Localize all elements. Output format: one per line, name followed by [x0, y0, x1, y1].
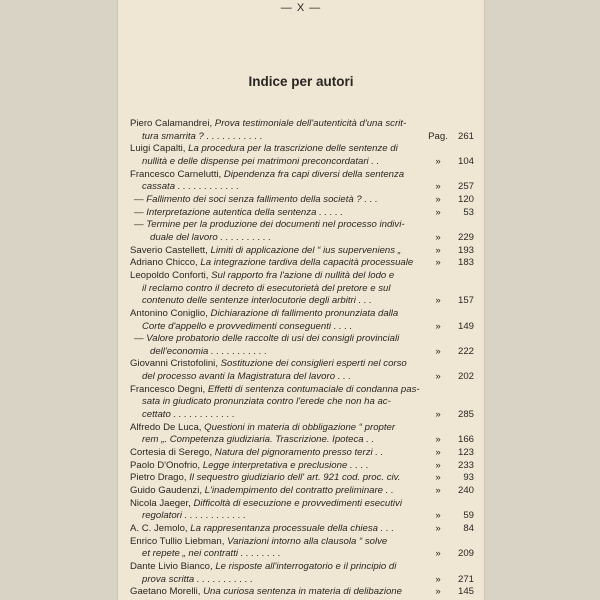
entry-title-line: Variazioni intorno alla clausola “ solve — [227, 535, 388, 547]
index-entries — [130, 118, 474, 599]
entry-title-line: del processo avanti la Magistratura del lavoro . . . — [142, 371, 352, 383]
entry-page-number: 240 — [457, 485, 474, 497]
index-entry — [130, 169, 474, 194]
index-entry — [130, 472, 474, 485]
entry-text — [130, 245, 428, 258]
entry-text — [130, 308, 428, 333]
index-entry — [130, 422, 474, 447]
entry-title-line: Sul rapporto fra l'azione di nullità del lodo e — [211, 269, 395, 281]
entry-title-line: il reclamo contro il decreto di esecutorietà del pretore e sul — [142, 282, 391, 294]
entry-title-line: Corte d'appello e provvedimenti conseguenti . . . . — [142, 320, 353, 332]
entry-title-line: regolatori . . . . . . . . . . . . — [142, 510, 246, 522]
entry-text — [130, 270, 428, 308]
entry-text — [130, 384, 428, 422]
index-entry — [130, 447, 474, 460]
entry-page-number: 257 — [457, 181, 474, 193]
entry-title-line: Fallimento dei soci senza fallimento della società ? . . . — [146, 193, 378, 205]
entry-title-line: Le risposte all'interrogatorio e il principio di — [215, 560, 397, 572]
entry-author: Francesco Degni, — [130, 383, 206, 395]
entry-page-number: 59 — [463, 510, 474, 522]
entry-page-marker: » — [435, 155, 441, 167]
entry-page-number: 222 — [457, 345, 474, 357]
entry-title-line: Dichiarazione di fallimento pronunziata dalla — [210, 307, 399, 319]
entry-page-marker: » — [435, 244, 441, 256]
entry-title-line: Il sequestro giudiziario dell' art. 921 cod. proc. civ. — [189, 472, 401, 484]
entry-text — [130, 257, 428, 270]
entry-title-line: Interpretazione autentica della sentenza . . . . . — [146, 206, 344, 218]
entry-page-number: 157 — [457, 295, 474, 307]
page-number: — X — — [280, 2, 322, 14]
entry-page-marker: » — [435, 485, 441, 497]
entry-page-marker: » — [435, 472, 441, 484]
entry-page-number: 149 — [457, 320, 474, 332]
index-entry — [130, 143, 474, 168]
entry-page-marker: » — [435, 231, 441, 243]
entry-page-number: 285 — [457, 409, 474, 421]
entry-page-number: 183 — [457, 257, 474, 269]
index-entry — [130, 245, 474, 258]
entry-page-marker: » — [435, 523, 441, 534]
entry-author: Paolo D'Onofrio, — [130, 459, 201, 471]
index-entry — [130, 485, 474, 498]
entry-page-marker: » — [435, 257, 441, 269]
entry-page-marker: » — [435, 193, 441, 205]
page-title: Indice per autori — [248, 74, 354, 89]
entry-text — [130, 472, 428, 485]
entry-author: Antonino Coniglio, — [130, 307, 208, 319]
entry-page-number: 271 — [457, 573, 474, 585]
entry-title-line: La rappresentanza processuale della chiesa . . . — [190, 523, 394, 534]
entry-page-number: 123 — [457, 447, 474, 459]
index-entry — [130, 207, 474, 220]
entry-author: Gaetano Morelli, — [130, 586, 201, 598]
entry-author: Giovanni Cristofolini, — [130, 358, 218, 370]
entry-text — [130, 523, 428, 536]
entry-title-line: contenuto delle sentenze interlocutorie degli arbitri . . . — [142, 295, 372, 307]
entry-text — [130, 561, 428, 586]
entry-title-line: dell'economia . . . . . . . . . . . — [150, 345, 268, 357]
entry-text — [130, 422, 428, 447]
index-entry — [130, 358, 474, 383]
entry-text — [130, 118, 428, 143]
entry-author: Nicola Jaeger, — [130, 497, 191, 509]
entry-page-marker: » — [435, 548, 441, 560]
entry-text — [130, 207, 428, 220]
entry-page-number: 120 — [457, 193, 474, 205]
entry-page-marker: » — [435, 434, 441, 446]
entry-text — [130, 485, 428, 498]
entry-text — [130, 219, 428, 244]
entry-text — [130, 143, 428, 168]
entry-author: Pietro Drago, — [130, 472, 187, 484]
entry-page-number: 145 — [457, 586, 474, 598]
index-entry — [130, 460, 474, 473]
entry-page-number: 229 — [457, 231, 474, 243]
index-entry — [130, 194, 474, 207]
entry-title-line: L'inadempimento del contratto preliminare . . — [204, 485, 394, 497]
entry-author: — — [134, 333, 144, 345]
entry-title-line: rem „. Competenza giudiziaria. Trascrizione. Ipoteca . . — [142, 434, 375, 446]
entry-page-marker: » — [435, 181, 441, 193]
index-entry — [130, 561, 474, 586]
entry-author: Piero Calamandrei, — [130, 118, 213, 129]
index-entry — [130, 333, 474, 358]
entry-title-line: Prova testimoniale dell'autenticità d'una scrit- — [214, 118, 407, 129]
entry-text — [130, 169, 428, 194]
entry-title-line: Una curiosa sentenza in materia di delibazione — [203, 586, 402, 598]
entry-author: Dante Livio Bianco, — [130, 560, 213, 572]
entry-page-number: 53 — [463, 206, 474, 218]
entry-title-line: sata in giudicato pronunziata contro l'erede che non ha ac- — [142, 396, 391, 408]
entry-author: — — [134, 219, 144, 231]
entry-text — [130, 447, 428, 460]
entry-page-marker: » — [435, 371, 441, 383]
entry-page-marker: » — [435, 459, 441, 471]
entry-page-marker: » — [435, 320, 441, 332]
entry-page-number: 261 — [457, 130, 474, 142]
entry-title-line: La integrazione tardiva della capacità processuale — [200, 257, 414, 269]
entry-author: A. C. Jemolo, — [130, 523, 188, 534]
entry-title-line: prova scritta . . . . . . . . . . . — [142, 573, 253, 585]
entry-title-line: et repete „ nei contratti . . . . . . . . — [142, 548, 281, 560]
entry-page-marker: » — [435, 345, 441, 357]
entry-page-number: 193 — [457, 244, 474, 256]
index-entry — [130, 270, 474, 308]
entry-text — [130, 333, 428, 358]
entry-page-marker: » — [435, 447, 441, 459]
entry-page-number: 166 — [457, 434, 474, 446]
entry-page-number: 93 — [463, 472, 474, 484]
entry-text — [130, 536, 428, 561]
entry-page-marker: » — [435, 295, 441, 307]
entry-author: Adriano Chicco, — [130, 257, 198, 269]
entry-page-marker: » — [435, 510, 441, 522]
entry-title-line: nullità e delle dispense pei matrimoni preconcordatari . . — [142, 155, 380, 167]
entry-title-line: cassata . . . . . . . . . . . . — [142, 181, 240, 193]
entry-title-line: Valore probatorio delle raccolte di usi dei consigli provinciali — [146, 333, 400, 345]
entry-text — [130, 586, 428, 599]
index-entry — [130, 257, 474, 270]
entry-page-marker: Pag. — [428, 130, 448, 142]
book-page — [118, 0, 484, 600]
entry-author: — — [134, 206, 144, 218]
entry-title-line: Effetti di sentenza contumaciale di condanna pas- — [207, 383, 420, 395]
entry-author: Guido Gaudenzi, — [130, 485, 202, 497]
index-entry — [130, 523, 474, 536]
entry-page-number: 202 — [457, 371, 474, 383]
entry-title-line: Questioni in materia di obbligazione “ propter — [204, 421, 396, 433]
entry-text — [130, 194, 428, 207]
entry-author: Leopoldo Conforti, — [130, 269, 209, 281]
entry-author: Alfredo De Luca, — [130, 421, 202, 433]
entry-title-line: duale del lavoro . . . . . . . . . . — [150, 231, 272, 243]
entry-title-line: tura smarrita ? . . . . . . . . . . . — [142, 130, 263, 142]
entry-title-line: Legge interpretativa e preclusione . . . . — [202, 459, 369, 471]
entry-title-line: Limiti di applicazione del “ ius superveniens „ — [210, 244, 401, 256]
entry-page-marker: » — [435, 573, 441, 585]
entry-title-line: Sostituzione dei consiglieri esperti nel corso — [220, 358, 407, 370]
index-entry — [130, 384, 474, 422]
entry-page-number: 104 — [457, 155, 474, 167]
entry-title-line: Difficoltà di esecuzione e provvedimenti esecutivi — [193, 497, 402, 509]
entry-title-line: La procedura per la trascrizione delle sentenze di — [188, 143, 398, 155]
entry-title-line: cettato . . . . . . . . . . . . — [142, 409, 235, 421]
entry-author: Cortesia di Serego, — [130, 447, 213, 459]
entry-text — [130, 498, 428, 523]
entry-text — [130, 460, 428, 473]
entry-page-marker: » — [435, 206, 441, 218]
index-entry — [130, 498, 474, 523]
entry-title-line: Natura del pignoramento presso terzi . . — [214, 447, 384, 459]
index-entry — [130, 536, 474, 561]
entry-author: Francesco Carnelutti, — [130, 168, 222, 180]
index-entry — [130, 219, 474, 244]
entry-page-number: 209 — [457, 548, 474, 560]
entry-text — [130, 358, 428, 383]
entry-page-number: 84 — [463, 523, 474, 534]
entry-page-number: 233 — [457, 459, 474, 471]
entry-author: Luigi Capalti, — [130, 143, 186, 155]
entry-author: Enrico Tullio Liebman, — [130, 535, 225, 547]
index-entry — [130, 118, 474, 143]
index-entry — [130, 586, 474, 599]
entry-title-line: Termine per la produzione dei documenti nel processo indivi- — [146, 219, 405, 231]
entry-author: — — [134, 193, 144, 205]
entry-page-marker: » — [435, 409, 441, 421]
entry-author: Saverio Castellett, — [130, 244, 208, 256]
index-entry — [130, 308, 474, 333]
entry-title-line: Dipendenza fra capi diversi della sentenza — [223, 168, 405, 180]
entry-page-marker: » — [435, 586, 441, 598]
